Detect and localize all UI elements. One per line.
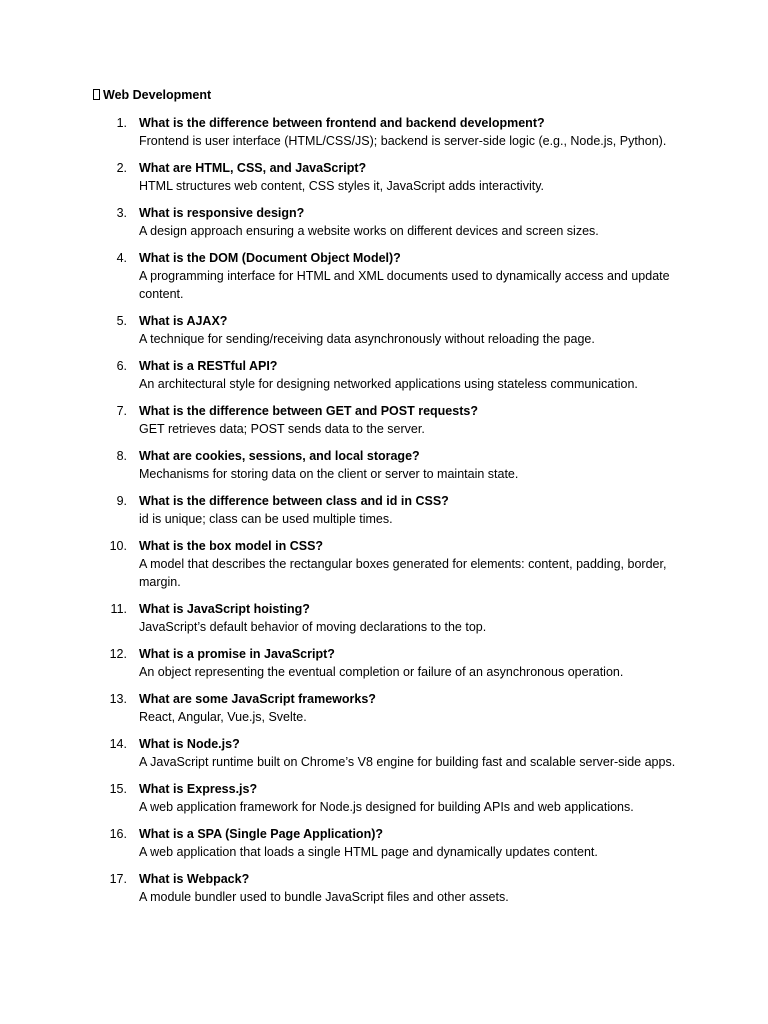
qa-answer: A web application framework for Node.js designed for building APIs and web applications. [139,800,634,814]
qa-number: 14. [109,737,127,751]
missing-glyph-icon [93,89,100,100]
qa-body [139,402,679,438]
qa-item [0,402,768,438]
qa-item [0,780,768,816]
qa-body [139,159,679,195]
section-heading [93,87,211,104]
qa-answer: A design approach ensuring a website works on different devices and screen sizes. [139,224,599,238]
qa-number: 10. [109,539,127,553]
qa-question: What is the difference between frontend and backend development? [139,116,545,130]
qa-body [139,492,679,528]
qa-question: What is AJAX? [139,314,228,328]
qa-question: What is a SPA (Single Page Application)? [139,827,384,841]
qa-item [0,204,768,240]
qa-question: What is a promise in JavaScript? [139,647,335,661]
qa-body [139,357,679,393]
qa-item [0,312,768,348]
qa-item [0,492,768,528]
qa-number: 16. [109,827,127,841]
qa-item [0,447,768,483]
qa-number: 3. [116,206,127,220]
qa-item [0,249,768,303]
qa-number: 11. [110,602,127,616]
qa-number: 1. [116,116,127,130]
qa-item [0,600,768,636]
qa-number: 13. [109,692,127,706]
qa-answer: A web application that loads a single HTML page and dynamically updates content. [139,845,598,859]
qa-answer: A model that describes the rectangular boxes generated for elements: content, padding, border, margin. [139,557,667,589]
qa-question: What are cookies, sessions, and local storage? [139,449,420,463]
qa-item [0,690,768,726]
qa-body [139,870,679,906]
qa-number: 8. [116,449,127,463]
qa-number: 17. [109,872,127,886]
section-title: Web Development [103,88,212,102]
qa-item [0,645,768,681]
qa-question: What is the difference between GET and POST requests? [139,404,478,418]
qa-number: 12. [109,647,127,661]
qa-answer: Frontend is user interface (HTML/CSS/JS); backend is server-side logic (e.g., Node.js, Python). [139,134,667,148]
qa-answer: An architectural style for designing networked applications using stateless communication. [139,377,638,391]
qa-item [0,357,768,393]
qa-answer: GET retrieves data; POST sends data to the server. [139,422,425,436]
qa-answer: A programming interface for HTML and XML documents used to dynamically access and update content. [139,269,670,301]
qa-question: What are some JavaScript frameworks? [139,692,376,706]
qa-body [139,249,679,303]
qa-number: 5. [116,314,127,328]
qa-question: What is Node.js? [139,737,240,751]
qa-answer: React, Angular, Vue.js, Svelte. [139,710,307,724]
qa-question: What is the box model in CSS? [139,539,324,553]
qa-question: What are HTML, CSS, and JavaScript? [139,161,367,175]
qa-answer: Mechanisms for storing data on the client or server to maintain state. [139,467,519,481]
qa-answer: JavaScript’s default behavior of moving declarations to the top. [139,620,487,634]
qa-number: 2. [116,161,127,175]
qa-number: 9. [116,494,127,508]
qa-answer: HTML structures web content, CSS styles it, JavaScript adds interactivity. [139,179,545,193]
qa-body [139,600,679,636]
qa-number: 7. [116,404,127,418]
qa-item [0,825,768,861]
qa-body [139,204,679,240]
qa-question: What is a RESTful API? [139,359,278,373]
qa-question: What is the difference between class and id in CSS? [139,494,449,508]
qa-body [139,537,679,591]
qa-answer: id is unique; class can be used multiple times. [139,512,393,526]
qa-number: 4. [116,251,127,265]
qa-body [139,312,679,348]
qa-question: What is Express.js? [139,782,258,796]
qa-number: 15. [109,782,127,796]
qa-question: What is responsive design? [139,206,305,220]
qa-body [139,825,679,861]
qa-answer: An object representing the eventual completion or failure of an asynchronous operation. [139,665,624,679]
qa-body [139,114,679,150]
qa-body [139,690,679,726]
qa-question: What is the DOM (Document Object Model)? [139,251,401,265]
qa-body [139,645,679,681]
qa-answer: A technique for sending/receiving data asynchronously without reloading the page. [139,332,595,346]
qa-body [139,447,679,483]
qa-answer: A module bundler used to bundle JavaScript files and other assets. [139,890,509,904]
qa-question: What is Webpack? [139,872,250,886]
qa-question: What is JavaScript hoisting? [139,602,310,616]
qa-body [139,780,679,816]
qa-item [0,870,768,906]
qa-item [0,537,768,591]
qa-body [139,735,679,771]
qa-item [0,114,768,150]
qa-answer: A JavaScript runtime built on Chrome’s V8 engine for building fast and scalable server-side apps. [139,755,676,769]
qa-number: 6. [116,359,127,373]
qa-item [0,735,768,771]
qa-item [0,159,768,195]
qa-list [0,114,768,915]
